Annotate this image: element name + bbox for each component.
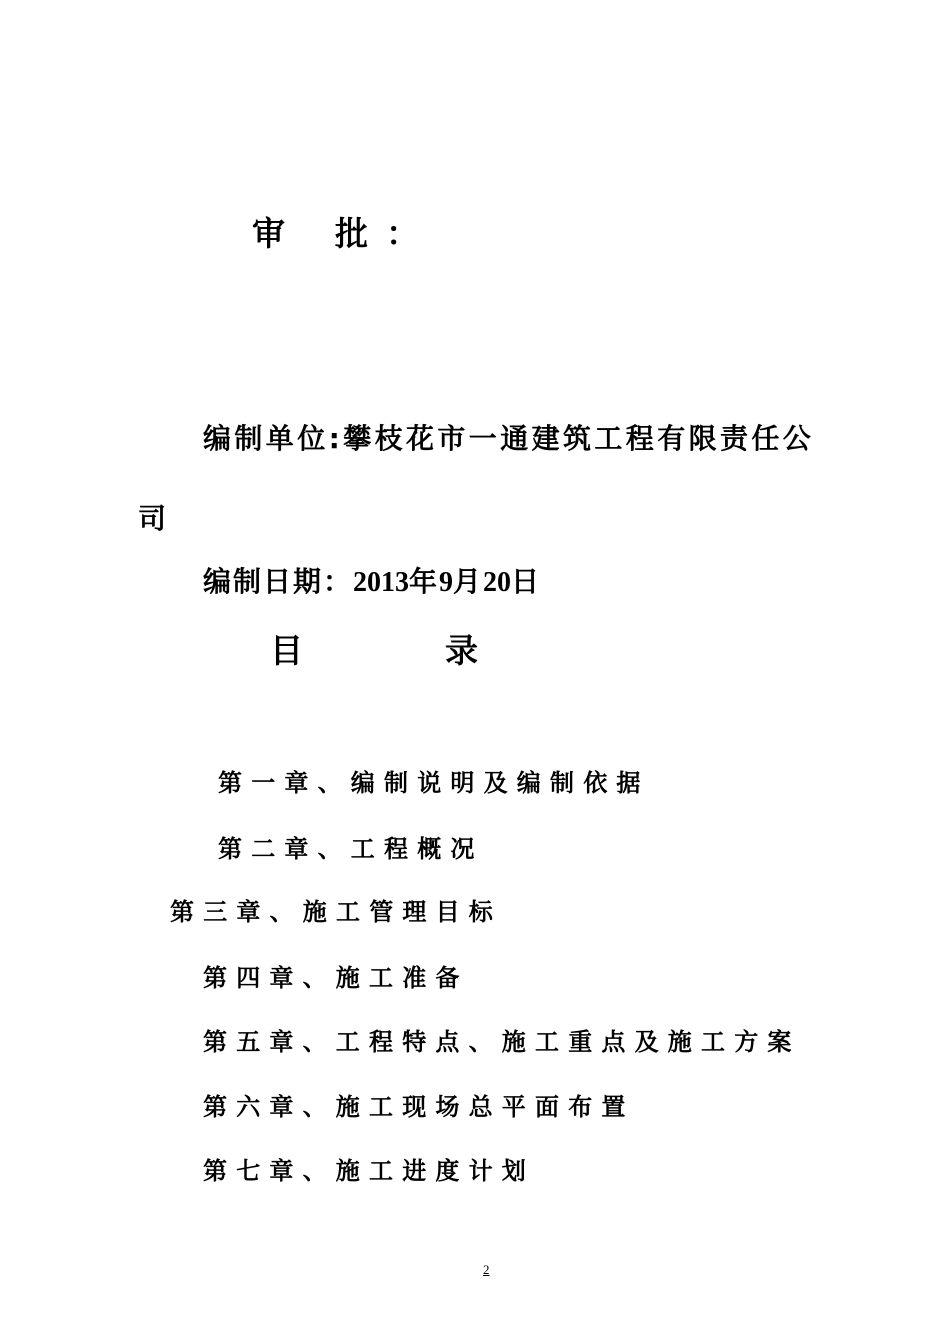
toc-chapter-5: 第五章、工程特点、施工重点及施工方案 bbox=[203, 1028, 801, 1056]
date-year-char: 年 bbox=[409, 565, 440, 598]
toc-title-char-1: 目 bbox=[270, 631, 303, 670]
date-month-char: 月 bbox=[453, 565, 484, 598]
toc-chapter-3: 第三章、施工管理目标 bbox=[170, 898, 502, 926]
approval-char-1: 审 bbox=[252, 214, 289, 253]
approval-heading bbox=[252, 214, 423, 253]
toc-title-char-2: 录 bbox=[445, 631, 478, 670]
date-label: 编制日期： bbox=[203, 565, 354, 598]
compiling-unit-line-1: 编制单位:攀枝花市一通建筑工程有限责任公 bbox=[203, 422, 815, 455]
approval-colon: ： bbox=[386, 214, 423, 253]
date-day: 20 bbox=[483, 567, 512, 598]
compiling-date bbox=[203, 565, 542, 598]
toc-chapter-6: 第六章、施工现场总平面布置 bbox=[203, 1093, 635, 1121]
date-year: 2013 bbox=[353, 567, 410, 598]
compiling-unit-line-2: 司 bbox=[138, 502, 167, 535]
toc-chapter-7: 第七章、施工进度计划 bbox=[203, 1157, 535, 1185]
toc-title bbox=[270, 631, 478, 670]
date-day-char: 日 bbox=[511, 565, 542, 598]
toc-chapter-2: 第二章、工程概况 bbox=[218, 835, 484, 863]
page-number: 2 bbox=[483, 1262, 490, 1277]
toc-chapter-4: 第四章、施工准备 bbox=[203, 964, 469, 992]
date-month: 9 bbox=[439, 567, 454, 598]
approval-char-2: 批 bbox=[335, 214, 372, 253]
toc-chapter-1: 第一章、编制说明及编制依据 bbox=[218, 769, 650, 797]
